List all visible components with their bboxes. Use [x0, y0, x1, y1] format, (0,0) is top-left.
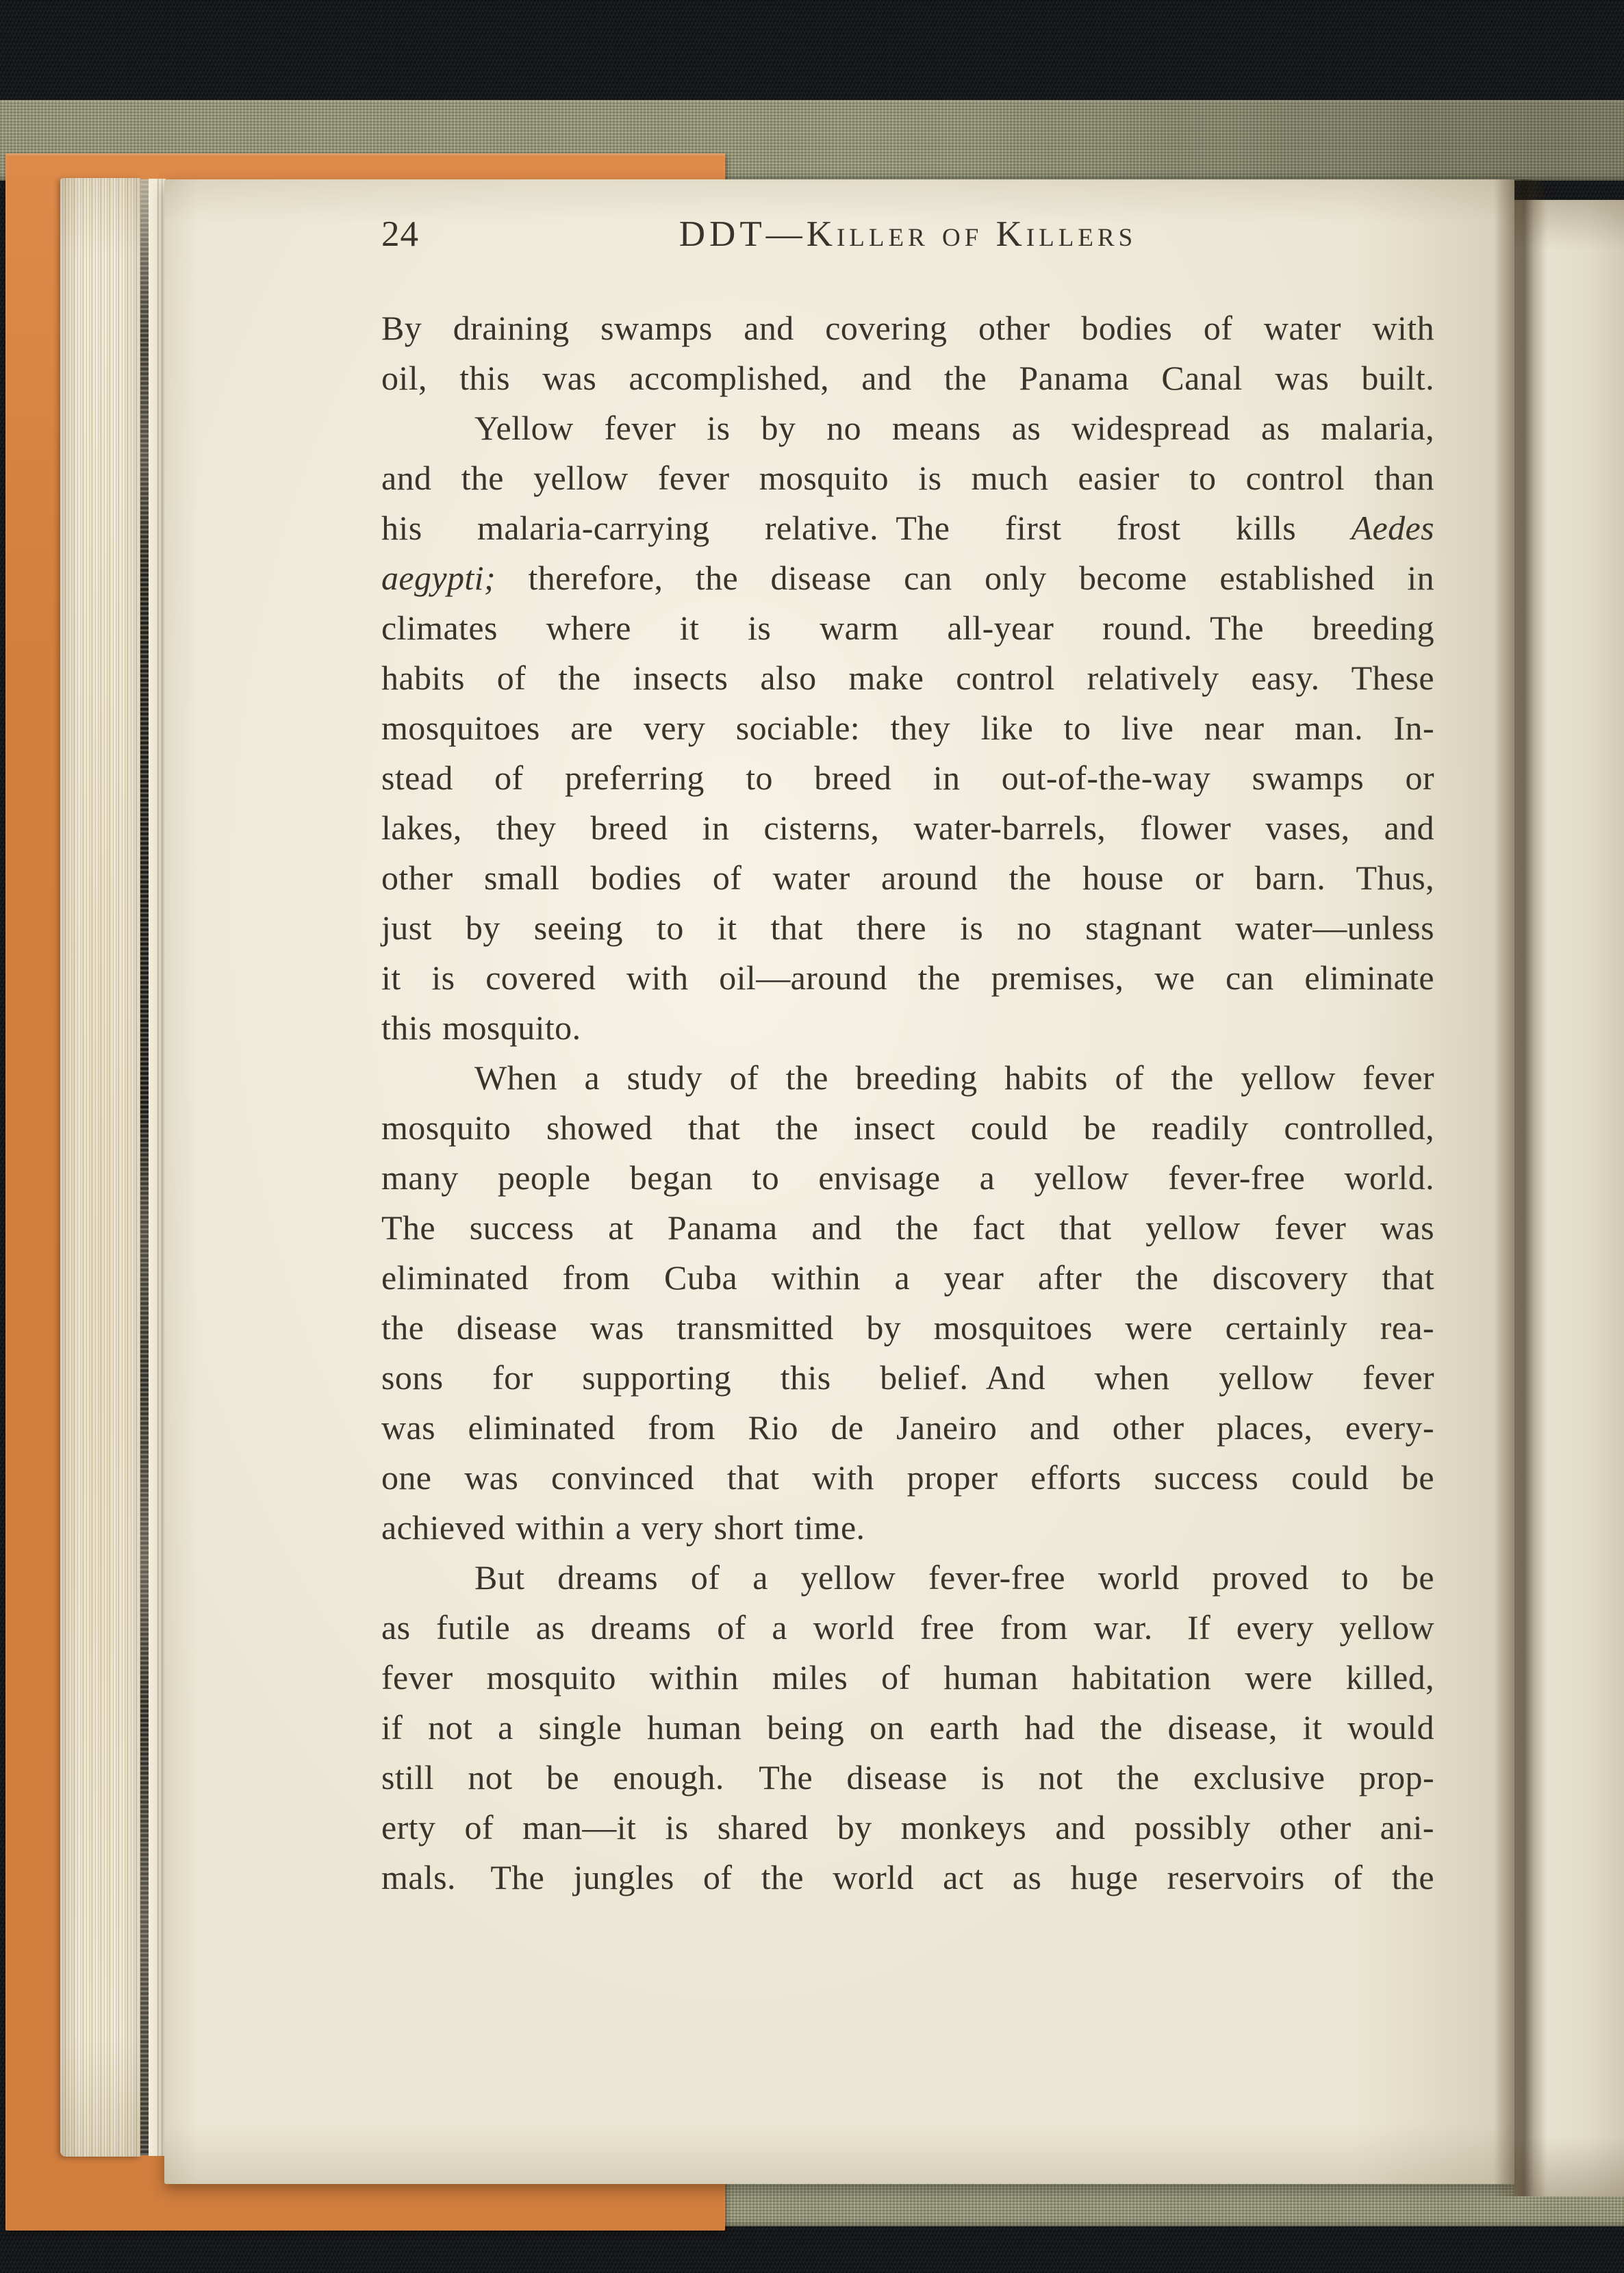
text-line: mosquitoes are very sociable: they like to live near man. In-	[381, 709, 1434, 747]
text-line: this mosquito.	[381, 1008, 581, 1047]
underlying-page-edges	[149, 179, 166, 2156]
text-line: achieved within a very short time.	[381, 1508, 865, 1547]
page-edges-stack	[60, 178, 140, 2157]
page-number: 24	[381, 214, 419, 254]
text-line: eliminated from Cuba within a year after the discovery that	[381, 1258, 1434, 1297]
text-line: By draining swamps and covering other bodies of water with	[381, 309, 1434, 347]
text-line: it is covered with oil—around the premises, we can eliminate	[381, 958, 1434, 997]
book-cover-cloth-bottom-edge	[720, 2181, 1624, 2226]
text-line: When a study of the breeding habits of the yellow fever	[474, 1058, 1434, 1097]
text-line: one was convinced that with proper efforts success could be	[381, 1458, 1434, 1497]
text-line: and the yellow fever mosquito is much easier to control than	[381, 459, 1434, 497]
text-line: fever mosquito within miles of human habitation were killed,	[381, 1658, 1434, 1697]
text-line: habits of the insects also make control relatively easy. These	[381, 659, 1434, 697]
text-line: the disease was transmitted by mosquitoes were certainly rea-	[381, 1308, 1434, 1347]
body-text	[381, 303, 1434, 1903]
text-line: climates where it is warm all-year round. The breeding	[381, 609, 1434, 647]
text-line: Yellow fever is by no means as widespread as malaria,	[474, 409, 1434, 447]
text-line: stead of preferring to breed in out-of-the-way swamps or	[381, 759, 1434, 797]
text-line: if not a single human being on earth had the disease, it would	[381, 1708, 1434, 1747]
text-line: as futile as dreams of a world free from war. If every yellow	[381, 1608, 1434, 1647]
text-line: aegypti; therefore, the disease can only become established in	[381, 559, 1434, 597]
text-line: But dreams of a yellow fever-free world proved to be	[474, 1558, 1434, 1597]
text-line: other small bodies of water around the house or barn. Thus,	[381, 859, 1434, 897]
page-text-block	[381, 179, 1434, 2184]
running-title: DDT—Killer of Killers	[678, 214, 1137, 254]
text-line: his malaria-carrying relative. The first frost kills Aedes	[381, 509, 1434, 547]
book-page	[164, 179, 1514, 2184]
gutter-shadow	[1494, 179, 1546, 2196]
text-line: many people began to envisage a yellow fever-free world.	[381, 1158, 1434, 1197]
text-line: just by seeing to it that there is no stagnant water—unless	[381, 909, 1434, 947]
page-header	[381, 212, 1434, 256]
text-line: still not be enough. The disease is not the exclusive prop-	[381, 1758, 1434, 1796]
text-line: lakes, they breed in cisterns, water-barrels, flower vases, and	[381, 809, 1434, 847]
text-line: sons for supporting this belief. And when yellow fever	[381, 1358, 1434, 1397]
text-line: oil, this was accomplished, and the Panama Canal was built.	[381, 359, 1434, 397]
text-line: mosquito showed that the insect could be readily controlled,	[381, 1108, 1434, 1147]
text-line: The success at Panama and the fact that yellow fever was	[381, 1208, 1434, 1247]
text-line: erty of man—it is shared by monkeys and possibly other ani-	[381, 1808, 1434, 1846]
text-line: mals. The jungles of the world act as huge reservoirs of the	[381, 1858, 1434, 1896]
page-edge-dark-band	[140, 179, 149, 2155]
text-line: was eliminated from Rio de Janeiro and other places, every-	[381, 1408, 1434, 1447]
